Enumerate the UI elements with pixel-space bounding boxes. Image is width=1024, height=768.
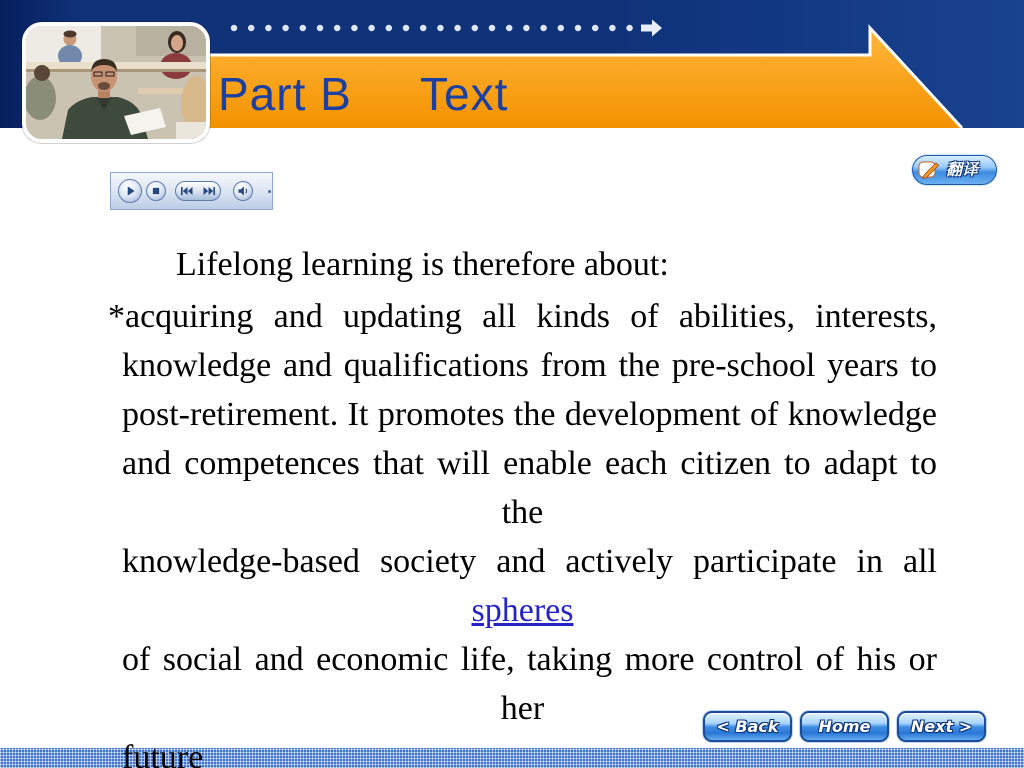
body-line: post-retirement. It promotes the development of knowledge [122,396,937,433]
home-button-label: Home [818,717,871,736]
translate-button-label: 翻译 [946,160,979,179]
body-line: *acquiring and updating all kinds of abilities, interests, [108,298,937,335]
next-button-label: Next > [910,717,973,736]
volume-slider[interactable] [268,190,271,193]
previous-button[interactable] [176,182,198,200]
classroom-photo [22,22,210,143]
skip-forward-icon [198,182,220,200]
track-controls [175,181,221,201]
skip-back-icon [176,182,198,200]
body-line: knowledge and qualifications from the pre-school years to [122,347,937,384]
next-track-button[interactable] [198,182,220,200]
volume-button[interactable] [233,181,253,201]
spheres-link[interactable]: spheres [471,592,574,629]
body-line: and competences that will enable each citizen to adapt to [122,445,937,482]
photo-scene [26,26,206,139]
page-title-text: Text [420,68,509,120]
body-paragraph [108,292,937,733]
next-button[interactable] [897,711,986,742]
page-title-part: Part B [218,68,352,120]
home-button[interactable] [800,711,889,742]
intro-sentence: Lifelong learning is therefore about: [176,246,669,283]
body-line: her [500,690,545,727]
play-icon [119,180,141,202]
body-line-link-row [108,586,937,635]
stop-icon [147,182,165,200]
body-line-cut-off: future [122,739,204,768]
stop-button[interactable] [146,181,166,201]
body-line: of social and economic life, taking more control of his or [122,641,937,678]
play-button[interactable] [118,179,142,203]
translate-button[interactable] [912,155,997,185]
pen-icon [918,160,940,180]
volume-icon [234,182,252,200]
back-button-label: < Back [716,717,779,736]
media-player [110,172,273,210]
body-line: the [501,494,544,531]
arrow-right-icon [641,20,662,37]
body-line: knowledge-based society and actively participate in all [122,543,937,580]
back-button[interactable] [703,711,792,742]
